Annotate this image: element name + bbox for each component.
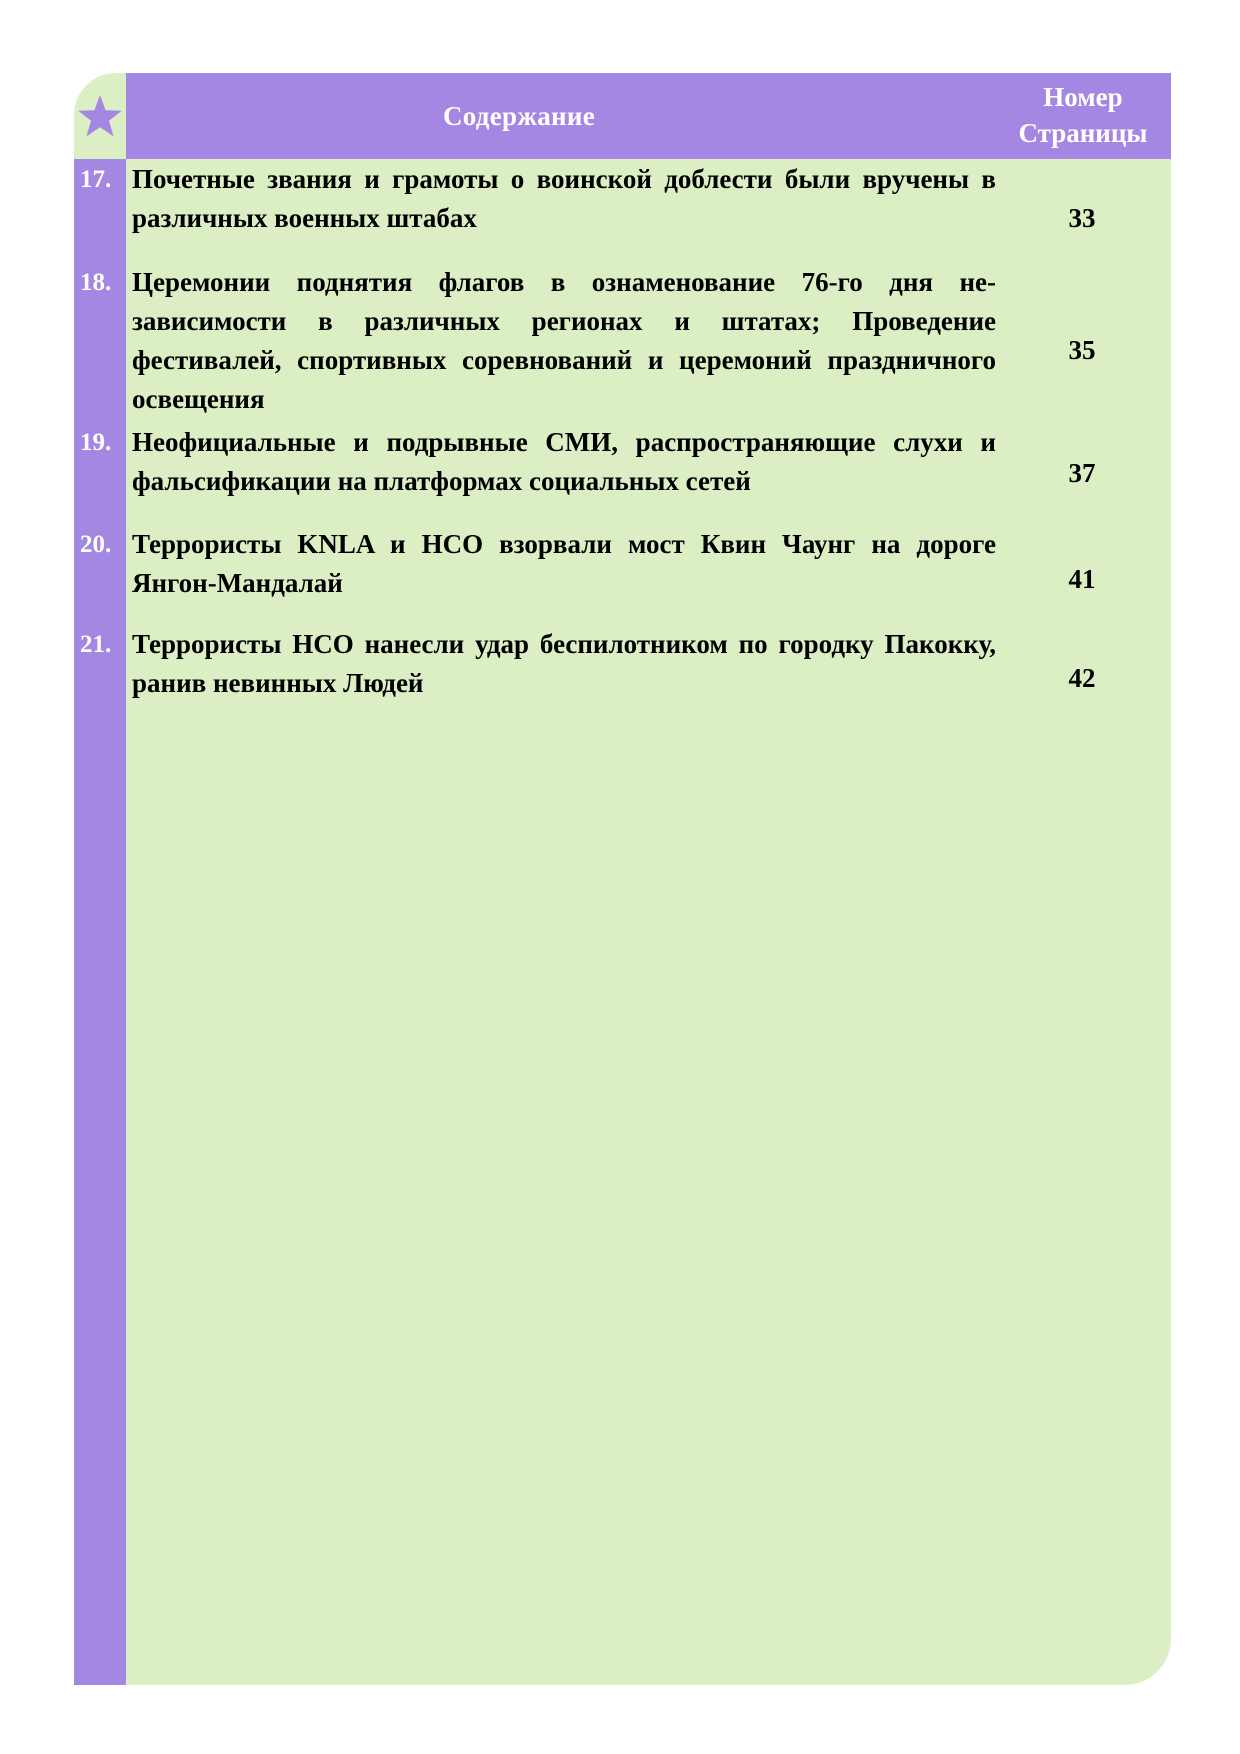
side-strip: [74, 159, 126, 1685]
toc-entry-title: Почетные звания и грамоты о воинской доблести были вручены в различных военных штабах: [132, 164, 996, 233]
contents-panel: [74, 73, 1171, 1685]
toc-entry-page: 41: [1068, 564, 1096, 594]
star-icon: [77, 93, 123, 139]
toc-entry-number: 18.: [80, 269, 112, 296]
page-number-header: [1003, 79, 1163, 151]
toc-entry-number: 19.: [80, 429, 112, 456]
page-number-header-line2: Страницы: [1018, 118, 1148, 148]
toc-entry-title: Террористы KNLA и НСО взорвали мост Квин Чаунг на дороге Янгон-Мандалай: [132, 529, 996, 598]
toc-entry-title: Неофициальные и подрывные СМИ, распространяющие слухи и фальсификации на платформах социальных сетей: [132, 427, 996, 496]
contents-title: Содержание: [442, 100, 596, 131]
toc-entry-title: Церемонии поднятия флагов в ознаменование 76-го дня независимости в различных регионах и штатах; Проведение фестивалей, спортивных соревнований и церемоний праздничного освещения: [132, 267, 996, 414]
toc-entry-number: 17.: [80, 166, 112, 193]
toc-entry-title: Террористы НСО нанесли удар беспилотником по городку Пакокку, ранив невинных Людей: [132, 629, 996, 698]
toc-entry-page: 33: [1068, 203, 1096, 233]
star-corner: [74, 73, 126, 159]
toc-entry-page: 35: [1068, 335, 1096, 365]
toc-entry-page: 42: [1068, 663, 1096, 693]
toc-entry-number: 21.: [80, 631, 112, 658]
toc-entry-page: 37: [1068, 458, 1096, 488]
toc-entry-number: 20.: [80, 531, 112, 558]
page-number-header-line1: Номер: [1043, 82, 1123, 112]
